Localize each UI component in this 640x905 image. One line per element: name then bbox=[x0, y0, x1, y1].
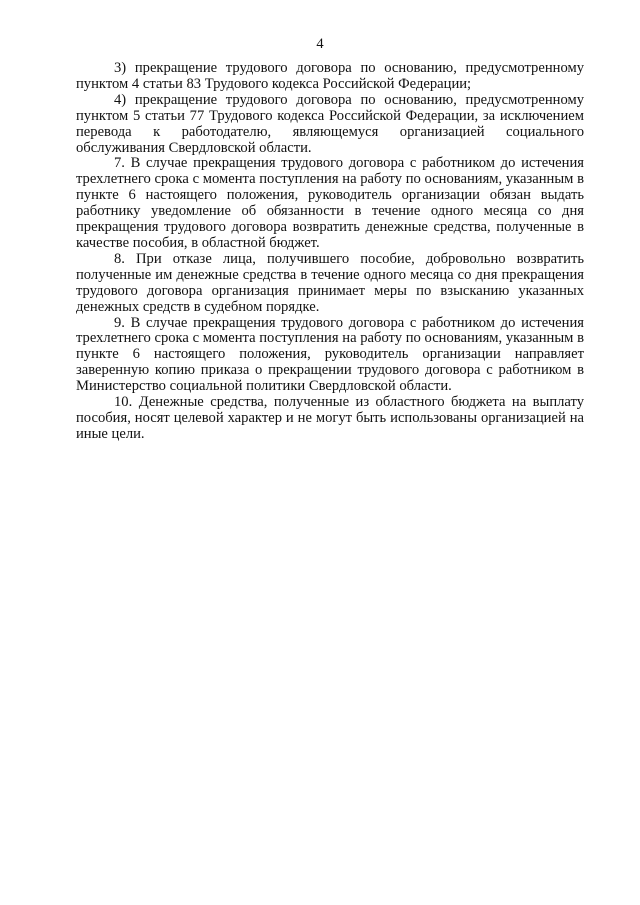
document-body bbox=[76, 61, 584, 443]
paragraph-section-8: 8. При отказе лица, получившего пособие, добровольно возвратить полученные им денежные средства в течение одного месяца со дня прекращения трудового договора организация принимает меры по взысканию указанных денежных средств в судебном порядке. bbox=[76, 250, 584, 315]
paragraph-section-9: 9. В случае прекращения трудового договора с работником до истечения трехлетнего срока с момента поступления на работу по основаниям, указанным в пункте 6 настоящего положения, руководитель организации направляет заверенную копию приказа о прекращении трудового договора с работником в Министерство социальной политики Свердловской области. bbox=[76, 314, 584, 395]
paragraph-item-3: 3) прекращение трудового договора по основанию, предусмотренному пунктом 4 статьи 83 Трудового кодекса Российской Федерации; bbox=[76, 60, 584, 92]
paragraph-section-10: 10. Денежные средства, полученные из областного бюджета на выплату пособия, носят целевой характер и не могут быть использованы организацией на иные цели. bbox=[76, 394, 584, 442]
page-number: 4 bbox=[316, 36, 324, 52]
paragraph-section-7: 7. В случае прекращения трудового договора с работником до истечения трехлетнего срока с момента поступления на работу по основаниям, указанным в пункте 6 настоящего положения, руководитель организации обязан выдать работнику уведомление об обязанности в течение одного месяца со дня прекращения трудового договора возвратить денежные средства, полученные в качестве пособия, в областной бюджет. bbox=[76, 155, 584, 251]
paragraph-item-4: 4) прекращение трудового договора по основанию, предусмотренному пунктом 5 статьи 77 Трудового кодекса Российской Федерации, за исключением перевода к работодателю, являющемуся организацией социального обслуживания Свердловской области. bbox=[76, 91, 584, 156]
